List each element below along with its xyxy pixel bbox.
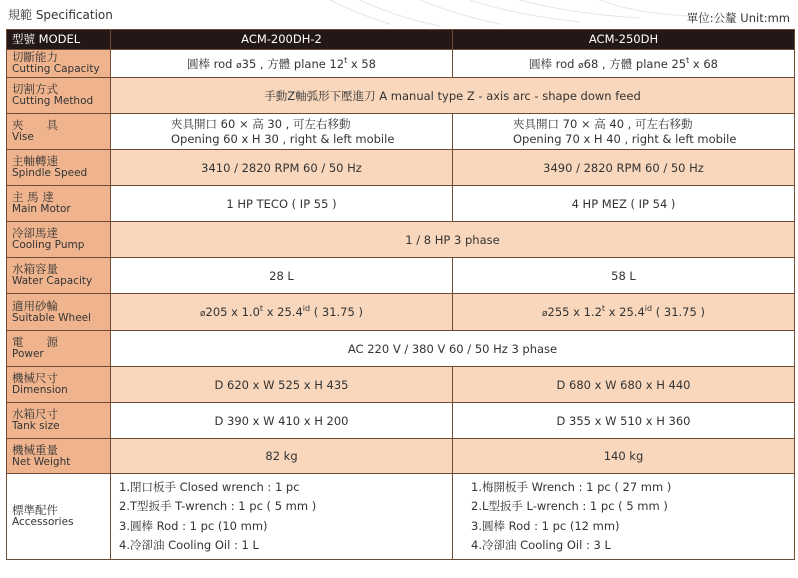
list-item: 3.圓棒 Rod : 1 pc (12 mm)	[471, 518, 620, 533]
row-tank-size	[7, 403, 795, 439]
label-en: Spindle Speed	[12, 167, 88, 180]
label-en: Power	[12, 348, 44, 361]
cutting-method-value: 手動Z軸弧形下壓進刀 A manual type Z - axis arc - shape down feed	[111, 78, 795, 114]
spindle-speed-value-1: 3410 / 2820 RPM 60 / 50 Hz	[111, 150, 453, 186]
label-en: Vise	[12, 131, 34, 144]
spindle-speed-value-2: 3490 / 2820 RPM 60 / 50 Hz	[453, 150, 795, 186]
label-zh: 夾 具	[12, 118, 58, 133]
value-text: 圓棒 rod	[529, 56, 579, 71]
label-zh: 冷卻馬達	[12, 226, 58, 241]
label-zh: 機械重量	[12, 442, 58, 457]
list-item: 3.圓棒 Rod : 1 pc (10 mm)	[119, 518, 268, 533]
row-label	[7, 439, 111, 474]
label-zh: 切割方式	[12, 82, 58, 97]
list-item: 1.閉口板手 Closed wrench : 1 pc	[119, 479, 300, 494]
net-weight-value-1: 82 kg	[111, 439, 453, 474]
spec-title: 規範 Specification	[8, 8, 113, 22]
unit-note: 單位:公釐 Unit:mm	[686, 11, 790, 25]
label-zh: 適用砂輪	[12, 298, 58, 313]
label-zh: 電 源	[12, 335, 58, 350]
label-en: Cutting Method	[12, 95, 94, 108]
row-label	[7, 78, 111, 114]
tank-size-value-1: D 390 x W 410 x H 200	[111, 403, 453, 439]
value-text: ( 31.75 )	[652, 305, 705, 319]
label-en: Dimension	[12, 384, 68, 397]
row-cooling-pump	[7, 222, 795, 258]
row-label	[7, 50, 111, 78]
cutting-capacity-value-2	[453, 50, 795, 78]
value-text: x 25.4	[605, 305, 645, 319]
cooling-pump-value: 1 / 8 HP 3 phase	[111, 222, 795, 258]
label-en: Cooling Pump	[12, 239, 85, 252]
thickness-superscript: t	[259, 304, 264, 314]
row-label	[7, 258, 111, 294]
suitable-wheel-value-1	[111, 294, 453, 331]
value-text: x 68	[689, 56, 718, 71]
model-acm-250dh: ACM-250DH	[453, 30, 795, 50]
row-vise	[7, 114, 795, 150]
diameter-symbol: ø	[578, 60, 584, 71]
row-water-capacity	[7, 258, 795, 294]
diameter-symbol: ø	[542, 309, 548, 319]
model-label: 型號 MODEL	[7, 30, 111, 50]
value-text: x 58	[347, 56, 376, 71]
water-capacity-value-1: 28 L	[111, 258, 453, 294]
list-item: 4.冷卻油 Cooling Oil : 1 L	[119, 538, 259, 552]
inner-diameter-superscript: id	[644, 304, 653, 314]
accessories-list-1	[111, 474, 453, 560]
label-en: Water Capacity	[12, 275, 93, 288]
row-power	[7, 331, 795, 367]
thickness-superscript: t	[344, 55, 348, 65]
label-en: Net Weight	[12, 455, 71, 468]
label-en: Cutting Capacity	[12, 63, 100, 76]
spec-table	[6, 29, 795, 560]
label-zh: 機械尺寸	[12, 371, 58, 386]
row-label	[7, 222, 111, 258]
row-label	[7, 150, 111, 186]
water-capacity-value-2: 58 L	[453, 258, 795, 294]
power-value: AC 220 V / 380 V 60 / 50 Hz 3 phase	[111, 331, 795, 367]
list-item: 4.冷卻油 Cooling Oil : 3 L	[471, 538, 611, 552]
value-text: ( 31.75 )	[310, 305, 363, 319]
value-line: 夾具開口 70 × 高 40 , 可左右移動	[513, 116, 693, 131]
suitable-wheel-value-2	[453, 294, 795, 331]
vise-value-2	[453, 114, 795, 150]
row-cutting-method	[7, 78, 795, 114]
value-text: 205 x 1.0	[205, 305, 260, 319]
value-text: 255 x 1.2	[547, 305, 602, 319]
row-label	[7, 114, 111, 150]
row-dimension	[7, 367, 795, 403]
cutting-capacity-value-1	[111, 50, 453, 78]
label-en: Accessories	[12, 516, 74, 529]
thickness-superscript: t	[601, 304, 606, 314]
row-main-motor	[7, 186, 795, 222]
row-suitable-wheel	[7, 294, 795, 331]
model-acm-200dh-2: ACM-200DH-2	[111, 30, 453, 50]
label-zh: 切斷能力	[12, 50, 58, 65]
inner-diameter-superscript: id	[302, 304, 311, 314]
label-zh: 主 馬 達	[12, 190, 54, 205]
list-item: 2.L型扳手 L-wrench : 1 pc ( 5 mm )	[471, 499, 668, 513]
label-zh: 主軸轉速	[12, 154, 58, 169]
row-label	[7, 367, 111, 403]
row-label	[7, 474, 111, 560]
thickness-superscript: t	[686, 55, 690, 65]
list-item: 2.T型扳手 T-wrench : 1 pc ( 5 mm )	[119, 499, 317, 513]
value-text: 68 , 方體 plane 25	[583, 56, 687, 71]
accessories-list-2	[453, 474, 795, 560]
label-zh: 標準配件	[12, 503, 58, 518]
row-spindle-speed	[7, 150, 795, 186]
main-motor-value-2: 4 HP MEZ ( IP 54 )	[453, 186, 795, 222]
label-en: Main Motor	[12, 203, 71, 216]
value-text: x 25.4	[263, 305, 303, 319]
value-line: Opening 70 x H 40 , right & left mobile	[513, 131, 737, 146]
dimension-value-2: D 680 x W 680 x H 440	[453, 367, 795, 403]
list-item: 1.梅開板手 Wrench : 1 pc ( 27 mm )	[471, 479, 672, 494]
row-label	[7, 186, 111, 222]
value-text: 35 , 方體 plane 12	[241, 56, 345, 71]
row-cutting-capacity	[7, 50, 795, 78]
label-en: Tank size	[12, 420, 60, 433]
label-en: Suitable Wheel	[12, 311, 92, 324]
row-label	[7, 294, 111, 331]
dimension-value-1: D 620 x W 525 x H 435	[111, 367, 453, 403]
value-line: 夾具開口 60 × 高 30 , 可左右移動	[171, 116, 351, 131]
main-motor-value-1: 1 HP TECO ( IP 55 )	[111, 186, 453, 222]
row-accessories	[7, 474, 795, 560]
label-zh: 水箱容量	[12, 262, 58, 277]
net-weight-value-2: 140 kg	[453, 439, 795, 474]
vise-value-1	[111, 114, 453, 150]
diameter-symbol: ø	[200, 309, 206, 319]
label-zh: 水箱尺寸	[12, 407, 58, 422]
row-label	[7, 403, 111, 439]
table-header-row	[7, 30, 795, 50]
row-label	[7, 331, 111, 367]
tank-size-value-2: D 355 x W 510 x H 360	[453, 403, 795, 439]
value-text: 圓棒 rod	[187, 56, 237, 71]
row-net-weight	[7, 439, 795, 474]
diameter-symbol: ø	[236, 60, 242, 71]
value-line: Opening 60 x H 30 , right & left mobile	[171, 131, 395, 146]
